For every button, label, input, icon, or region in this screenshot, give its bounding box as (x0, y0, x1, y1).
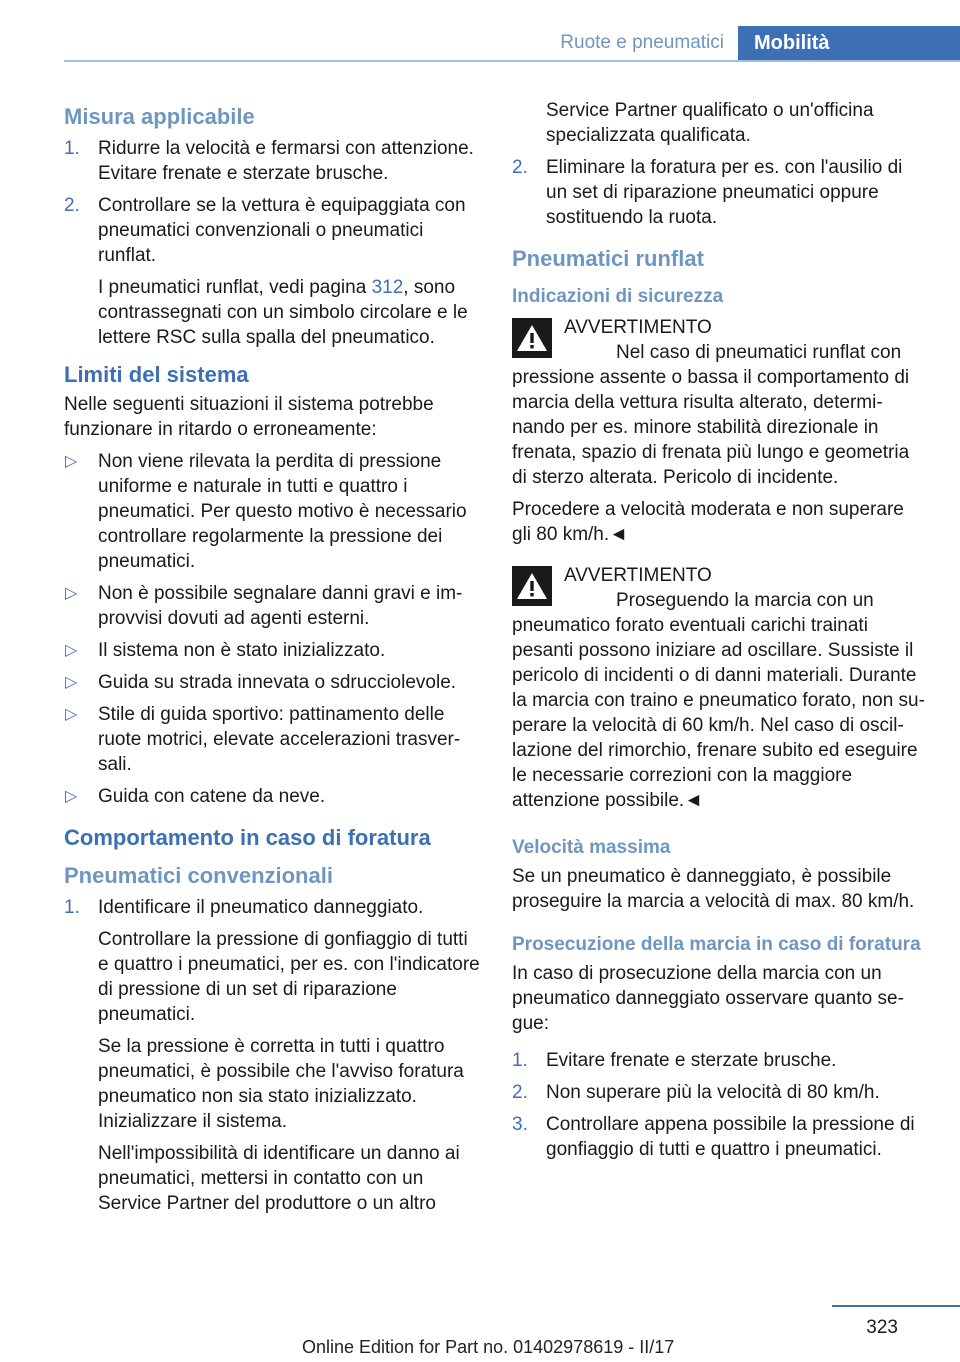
page-header (64, 26, 960, 62)
list-item (512, 1112, 926, 1162)
list-item (512, 1048, 926, 1073)
paragraph-velocita-moderata: Procedere a velocità moderata e non superare gli 80 km/h.◄ (512, 499, 904, 545)
heading-comportamento-foratura: Comportamento in caso di foratura (64, 825, 431, 850)
paragraph-velocita-massima: Se un pneumatico è danneggiato, è possibile proseguire la marcia a velocità di max. 80 km/h. (512, 866, 915, 912)
heading-pneumatici-convenzionali: Pneumatici convenzionali (64, 863, 333, 888)
triangle-bullet-icon: ▷ (65, 706, 78, 723)
warning-block (512, 315, 926, 490)
heading-prosecuzione-marcia: Prosecuzione della marcia in caso di foratura (512, 934, 921, 955)
bullet-text: Stile di guida sportivo: pattinamento delle ruote motrici, elevate accelerazioni trasversali. (98, 704, 461, 775)
bullet-item (64, 449, 482, 574)
warning-title: AVVERTIMENTO (564, 317, 712, 338)
bullet-text: Non è possibile segnalare danni gravi e improvvisi dovuti ad agenti esterni. (98, 583, 463, 629)
page-number-rule (832, 1305, 960, 1307)
list-item-text: Identificare il pneumatico danneggiato. (98, 897, 424, 918)
triangle-bullet-icon: ▷ (65, 642, 78, 659)
warning-text: Nel caso di pneumatici runflat con pressione assente o bassa il comportamento di marcia della vettura risulta alterato, determinando per es. minore stabilità direzionale in frenata, spazio di frenata più lungo e geometria di sterzo alterata. Pericolo di incidente. (512, 342, 910, 488)
list-item (64, 895, 482, 1216)
heading-misura-applicabile: Misura applicabile (64, 104, 255, 129)
warning-block (512, 563, 926, 813)
left-column (64, 98, 482, 1223)
triangle-bullet-icon: ▷ (65, 788, 78, 805)
right-column (512, 98, 926, 1169)
footer-edition-note: Online Edition for Part no. 01402978619 - II/17 (302, 1337, 675, 1357)
list-item-subparagraph: Se la pressione è corretta in tutti i quattro pneumatici, è possibile che l'avviso foratura pneumatico non sia stato inizializzato. Inizializzare il sistema. (98, 1036, 464, 1132)
list-item-text: Eliminare la foratura per es. con l'ausilio di un set di riparazione pneumatici oppure sostituendo la ruota. (546, 157, 903, 228)
page-number: 323 (866, 1317, 898, 1338)
bullet-item (64, 638, 482, 663)
triangle-bullet-icon: ▷ (65, 453, 78, 470)
text-fragment: I pneumatici runflat, vedi pagina (98, 277, 372, 298)
page-reference-link[interactable]: 312 (371, 277, 404, 298)
list-item-subparagraph: Nell'impossibilità di identificare un danno ai pneumatici, mettersi in contatto con un Service Partner del produttore o un altro (98, 1143, 460, 1214)
bullet-item (64, 702, 482, 777)
bullet-item (64, 670, 482, 695)
list-item-text: Controllare appena possibile la pressione di gonfiaggio di tutti e quattro i pneumatici. (546, 1114, 915, 1160)
bullet-text: Non viene rilevata la perdita di pressione uniforme e naturale in tutti e quattro i pneumatici. Per questo motivo è necessario controllare regolarmente la pressione dei pneumatici. (98, 451, 467, 572)
list-item-text: Ridurre la velocità e fermarsi con attenzione. Evitare frenate e sterzate brusche. (98, 138, 474, 184)
list-number: 2. (512, 1082, 528, 1103)
heading-limiti-del-sistema: Limiti del sistema (64, 362, 249, 387)
header-section-title: Ruote e pneumatici (560, 32, 724, 53)
heading-velocita-massima: Velocità massima (512, 837, 671, 858)
bullet-item (64, 784, 482, 809)
warning-text: Proseguendo la marcia con un pneumatico forato eventuali carichi trainati pesanti possono iniziare ad oscillare. Sussiste il pericolo di incidenti o di danni materiali. Durante la marcia con traino e pneumatico forato, non superare la velocità di 60 km/h. Nel caso di oscillazione del rimorchio, frenare subito ed eseguire le necessarie correzioni con la maggiore attenzione possibile.◄ (512, 590, 925, 811)
list-item (512, 1080, 926, 1105)
list-item (64, 193, 482, 350)
paragraph-limiti-intro: Nelle seguenti situazioni il sistema potrebbe funzionare in ritardo o erroneamente: (64, 394, 434, 440)
header-chapter-tab: Mobilità (738, 26, 960, 62)
ordered-list (512, 1048, 926, 1162)
header-rule (64, 60, 960, 62)
triangle-bullet-icon: ▷ (65, 585, 78, 602)
list-item (512, 155, 926, 230)
bullet-text: Guida con catene da neve. (98, 786, 326, 807)
list-item-text: Evitare frenate e sterzate brusche. (546, 1050, 837, 1071)
warning-triangle-icon (512, 318, 552, 358)
list-number: 2. (512, 157, 528, 178)
heading-pneumatici-runflat: Pneumatici runflat (512, 246, 704, 271)
list-number: 1. (64, 138, 80, 159)
list-item-subparagraph: Controllare la pressione di gonfiaggio di tutti e quattro i pneumatici, per es. con l'indicatore di pressione di un set di riparazione pneumatici. (98, 929, 480, 1025)
paragraph-prosecuzione-intro: In caso di prosecuzione della marcia con un pneumatico danneggiato osservare quanto segue: (512, 963, 904, 1034)
list-item-subparagraph (98, 275, 482, 350)
bullet-text: Il sistema non è stato inizializzato. (98, 640, 386, 661)
heading-indicazioni-sicurezza: Indicazioni di sicurezza (512, 286, 724, 307)
list-item (64, 136, 482, 186)
text-fragment: , sono contrassegnati con un simbolo circolare e le lettere RSC sulla spalla del pneumatico. (98, 277, 468, 348)
bullet-text: Guida su strada innevata o sdrucciolevole. (98, 672, 457, 693)
list-number: 1. (64, 897, 80, 918)
list-continuation-text: Service Partner qualificato o un'officina specializzata qualificata. (546, 100, 874, 146)
list-number: 1. (512, 1050, 528, 1071)
list-number: 2. (64, 195, 80, 216)
list-number: 3. (512, 1114, 528, 1135)
warning-title: AVVERTIMENTO (564, 565, 712, 586)
list-item-text: Controllare se la vettura è equipaggiata con pneumatici convenzionali o pneumatici runflat. (98, 195, 466, 266)
triangle-bullet-icon: ▷ (65, 674, 78, 691)
list-item-text: Non superare più la velocità di 80 km/h. (546, 1082, 880, 1103)
warning-triangle-icon (512, 566, 552, 606)
bullet-item (64, 581, 482, 631)
